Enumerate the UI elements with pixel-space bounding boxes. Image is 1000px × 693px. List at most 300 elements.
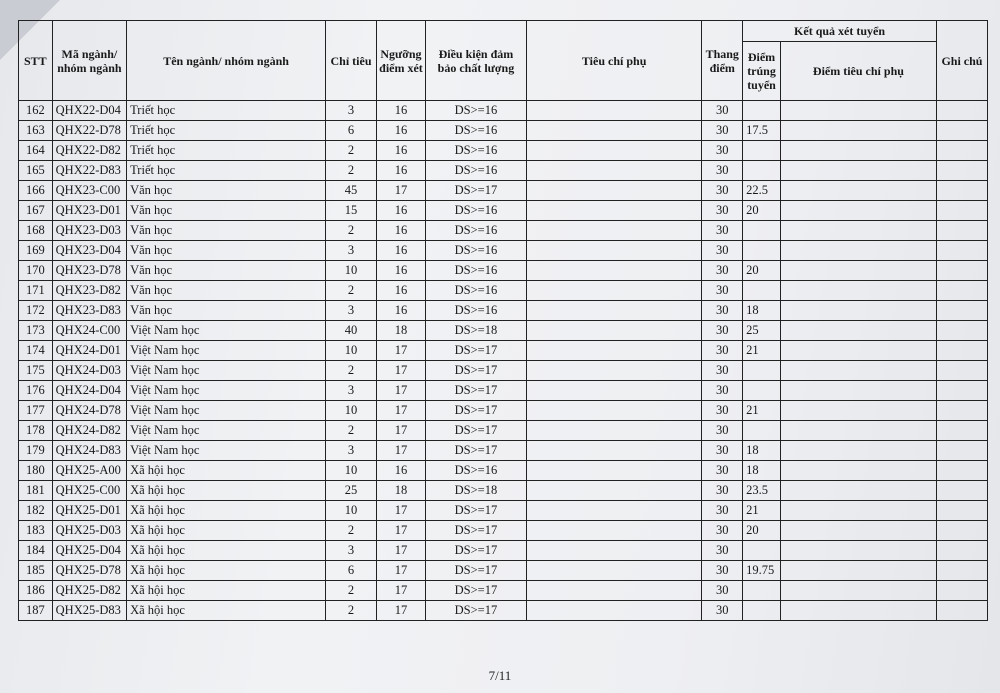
cell-scale: 30 xyxy=(702,301,743,321)
cell-note xyxy=(936,561,987,581)
cell-quota: 2 xyxy=(326,161,377,181)
cell-name: Việt Nam học xyxy=(127,421,326,441)
cell-sub-criteria-score xyxy=(780,201,936,221)
cell-threshold: 17 xyxy=(377,361,426,381)
cell-code: QHX24-D03 xyxy=(52,361,126,381)
cell-scale: 30 xyxy=(702,201,743,221)
cell-threshold: 18 xyxy=(377,321,426,341)
cell-admission-score xyxy=(743,281,781,301)
cell-note xyxy=(936,461,987,481)
cell-code: QHX24-D04 xyxy=(52,381,126,401)
table-row xyxy=(19,221,988,241)
table-row xyxy=(19,121,988,141)
table-header xyxy=(19,21,988,101)
cell-name: Việt Nam học xyxy=(127,441,326,461)
cell-scale: 30 xyxy=(702,421,743,441)
cell-admission-score: 18 xyxy=(743,461,781,481)
cell-admission-score xyxy=(743,601,781,621)
cell-condition: DS>=16 xyxy=(425,281,526,301)
cell-sub-criteria xyxy=(526,221,701,241)
cell-admission-score: 21 xyxy=(743,401,781,421)
cell-admission-score: 21 xyxy=(743,341,781,361)
cell-scale: 30 xyxy=(702,581,743,601)
table-row xyxy=(19,181,988,201)
cell-code: QHX23-D03 xyxy=(52,221,126,241)
cell-name: Văn học xyxy=(127,301,326,321)
cell-threshold: 16 xyxy=(377,141,426,161)
cell-threshold: 16 xyxy=(377,201,426,221)
cell-note xyxy=(936,541,987,561)
cell-sub-criteria-score xyxy=(780,561,936,581)
cell-admission-score: 18 xyxy=(743,441,781,461)
header-quota: Chỉ tiêu xyxy=(326,21,377,101)
cell-sub-criteria-score xyxy=(780,121,936,141)
cell-code: QHX24-C00 xyxy=(52,321,126,341)
cell-stt: 173 xyxy=(19,321,53,341)
cell-stt: 184 xyxy=(19,541,53,561)
cell-admission-score: 25 xyxy=(743,321,781,341)
cell-stt: 170 xyxy=(19,261,53,281)
table-row xyxy=(19,201,988,221)
cell-condition: DS>=17 xyxy=(425,361,526,381)
cell-name: Xã hội học xyxy=(127,541,326,561)
cell-condition: DS>=17 xyxy=(425,421,526,441)
cell-code: QHX25-D01 xyxy=(52,501,126,521)
cell-sub-criteria-score xyxy=(780,361,936,381)
cell-scale: 30 xyxy=(702,101,743,121)
cell-stt: 172 xyxy=(19,301,53,321)
cell-threshold: 16 xyxy=(377,121,426,141)
cell-condition: DS>=17 xyxy=(425,381,526,401)
cell-code: QHX24-D78 xyxy=(52,401,126,421)
cell-condition: DS>=16 xyxy=(425,121,526,141)
cell-note xyxy=(936,501,987,521)
cell-threshold: 16 xyxy=(377,101,426,121)
cell-name: Văn học xyxy=(127,241,326,261)
cell-sub-criteria xyxy=(526,561,701,581)
cell-note xyxy=(936,301,987,321)
cell-scale: 30 xyxy=(702,361,743,381)
cell-quota: 25 xyxy=(326,481,377,501)
cell-quota: 10 xyxy=(326,261,377,281)
cell-threshold: 17 xyxy=(377,181,426,201)
cell-scale: 30 xyxy=(702,461,743,481)
cell-admission-score: 20 xyxy=(743,201,781,221)
cell-name: Việt Nam học xyxy=(127,321,326,341)
cell-stt: 162 xyxy=(19,101,53,121)
cell-quota: 2 xyxy=(326,281,377,301)
cell-quota: 2 xyxy=(326,421,377,441)
cell-sub-criteria-score xyxy=(780,281,936,301)
cell-sub-criteria xyxy=(526,501,701,521)
cell-note xyxy=(936,421,987,441)
cell-admission-score xyxy=(743,161,781,181)
cell-sub-criteria xyxy=(526,321,701,341)
cell-sub-criteria-score xyxy=(780,161,936,181)
cell-sub-criteria-score xyxy=(780,321,936,341)
header-result-group: Kết quả xét tuyển xyxy=(743,21,937,42)
cell-sub-criteria xyxy=(526,521,701,541)
cell-threshold: 16 xyxy=(377,461,426,481)
cell-stt: 186 xyxy=(19,581,53,601)
cell-quota: 3 xyxy=(326,241,377,261)
cell-sub-criteria xyxy=(526,181,701,201)
cell-sub-criteria-score xyxy=(780,401,936,421)
cell-sub-criteria xyxy=(526,401,701,421)
cell-quota: 3 xyxy=(326,541,377,561)
cell-admission-score: 19.75 xyxy=(743,561,781,581)
cell-sub-criteria-score xyxy=(780,441,936,461)
cell-sub-criteria xyxy=(526,481,701,501)
cell-stt: 187 xyxy=(19,601,53,621)
cell-threshold: 16 xyxy=(377,301,426,321)
cell-admission-score xyxy=(743,241,781,261)
cell-sub-criteria-score xyxy=(780,181,936,201)
cell-quota: 6 xyxy=(326,121,377,141)
cell-scale: 30 xyxy=(702,561,743,581)
cell-threshold: 16 xyxy=(377,241,426,261)
cell-stt: 175 xyxy=(19,361,53,381)
cell-code: QHX22-D82 xyxy=(52,141,126,161)
cell-note xyxy=(936,101,987,121)
cell-code: QHX25-D78 xyxy=(52,561,126,581)
cell-name: Triết học xyxy=(127,141,326,161)
cell-sub-criteria-score xyxy=(780,421,936,441)
cell-code: QHX22-D83 xyxy=(52,161,126,181)
cell-admission-score xyxy=(743,381,781,401)
cell-scale: 30 xyxy=(702,521,743,541)
cell-sub-criteria xyxy=(526,141,701,161)
cell-sub-criteria-score xyxy=(780,501,936,521)
cell-scale: 30 xyxy=(702,161,743,181)
table-row xyxy=(19,261,988,281)
cell-sub-criteria-score xyxy=(780,381,936,401)
cell-scale: 30 xyxy=(702,541,743,561)
cell-admission-score xyxy=(743,421,781,441)
cell-code: QHX25-C00 xyxy=(52,481,126,501)
header-scale: Thang điểm xyxy=(702,21,743,101)
cell-sub-criteria-score xyxy=(780,241,936,261)
cell-sub-criteria xyxy=(526,341,701,361)
cell-code: QHX22-D78 xyxy=(52,121,126,141)
cell-quota: 40 xyxy=(326,321,377,341)
cell-admission-score: 22.5 xyxy=(743,181,781,201)
cell-scale: 30 xyxy=(702,381,743,401)
cell-sub-criteria xyxy=(526,301,701,321)
table-row xyxy=(19,421,988,441)
table-row xyxy=(19,441,988,461)
cell-condition: DS>=17 xyxy=(425,501,526,521)
cell-condition: DS>=16 xyxy=(425,461,526,481)
cell-code: QHX24-D82 xyxy=(52,421,126,441)
cell-code: QHX25-D82 xyxy=(52,581,126,601)
table-row xyxy=(19,241,988,261)
cell-scale: 30 xyxy=(702,441,743,461)
cell-quota: 6 xyxy=(326,561,377,581)
cell-sub-criteria-score xyxy=(780,481,936,501)
cell-code: QHX25-D04 xyxy=(52,541,126,561)
cell-condition: DS>=18 xyxy=(425,481,526,501)
cell-quota: 2 xyxy=(326,141,377,161)
header-name: Tên ngành/ nhóm ngành xyxy=(127,21,326,101)
cell-code: QHX25-D03 xyxy=(52,521,126,541)
cell-admission-score: 21 xyxy=(743,501,781,521)
cell-sub-criteria-score xyxy=(780,601,936,621)
cell-sub-criteria-score xyxy=(780,541,936,561)
cell-quota: 2 xyxy=(326,221,377,241)
table-row xyxy=(19,501,988,521)
cell-sub-criteria-score xyxy=(780,221,936,241)
cell-quota: 3 xyxy=(326,441,377,461)
cell-sub-criteria xyxy=(526,281,701,301)
cell-quota: 45 xyxy=(326,181,377,201)
cell-quota: 2 xyxy=(326,601,377,621)
document-sheet xyxy=(14,18,998,693)
cell-code: QHX25-A00 xyxy=(52,461,126,481)
cell-note xyxy=(936,201,987,221)
cell-code: QHX24-D01 xyxy=(52,341,126,361)
cell-stt: 179 xyxy=(19,441,53,461)
admission-results-table xyxy=(18,20,988,621)
cell-condition: DS>=16 xyxy=(425,241,526,261)
cell-note xyxy=(936,441,987,461)
table-row xyxy=(19,281,988,301)
table-row xyxy=(19,141,988,161)
header-admission-score: Điểm trúng tuyển xyxy=(743,42,781,101)
cell-condition: DS>=16 xyxy=(425,201,526,221)
cell-threshold: 17 xyxy=(377,541,426,561)
cell-sub-criteria-score xyxy=(780,581,936,601)
cell-condition: DS>=17 xyxy=(425,601,526,621)
cell-scale: 30 xyxy=(702,401,743,421)
cell-stt: 180 xyxy=(19,461,53,481)
cell-note xyxy=(936,241,987,261)
cell-condition: DS>=16 xyxy=(425,221,526,241)
cell-note xyxy=(936,481,987,501)
cell-threshold: 17 xyxy=(377,381,426,401)
cell-admission-score xyxy=(743,581,781,601)
cell-sub-criteria xyxy=(526,241,701,261)
table-row xyxy=(19,301,988,321)
cell-sub-criteria-score xyxy=(780,521,936,541)
cell-condition: DS>=16 xyxy=(425,261,526,281)
cell-sub-criteria xyxy=(526,461,701,481)
cell-admission-score: 18 xyxy=(743,301,781,321)
cell-condition: DS>=17 xyxy=(425,181,526,201)
cell-sub-criteria xyxy=(526,581,701,601)
header-condition: Điều kiện đảm bảo chất lượng xyxy=(425,21,526,101)
cell-note xyxy=(936,121,987,141)
cell-note xyxy=(936,221,987,241)
cell-stt: 168 xyxy=(19,221,53,241)
cell-condition: DS>=17 xyxy=(425,341,526,361)
cell-code: QHX25-D83 xyxy=(52,601,126,621)
cell-note xyxy=(936,361,987,381)
cell-quota: 15 xyxy=(326,201,377,221)
cell-sub-criteria-score xyxy=(780,341,936,361)
cell-condition: DS>=16 xyxy=(425,141,526,161)
cell-sub-criteria xyxy=(526,201,701,221)
cell-name: Xã hội học xyxy=(127,461,326,481)
cell-name: Xã hội học xyxy=(127,581,326,601)
cell-name: Xã hội học xyxy=(127,501,326,521)
cell-scale: 30 xyxy=(702,241,743,261)
table-row xyxy=(19,161,988,181)
cell-sub-criteria xyxy=(526,541,701,561)
cell-name: Việt Nam học xyxy=(127,341,326,361)
cell-condition: DS>=17 xyxy=(425,441,526,461)
cell-scale: 30 xyxy=(702,181,743,201)
cell-scale: 30 xyxy=(702,141,743,161)
header-code: Mã ngành/ nhóm ngành xyxy=(52,21,126,101)
cell-condition: DS>=16 xyxy=(425,161,526,181)
cell-code: QHX23-D04 xyxy=(52,241,126,261)
cell-stt: 163 xyxy=(19,121,53,141)
cell-note xyxy=(936,181,987,201)
cell-note xyxy=(936,261,987,281)
cell-note xyxy=(936,521,987,541)
table-row xyxy=(19,541,988,561)
cell-threshold: 17 xyxy=(377,521,426,541)
cell-name: Xã hội học xyxy=(127,481,326,501)
cell-scale: 30 xyxy=(702,341,743,361)
cell-quota: 10 xyxy=(326,461,377,481)
cell-stt: 182 xyxy=(19,501,53,521)
cell-condition: DS>=16 xyxy=(425,301,526,321)
header-sub-criteria: Tiêu chí phụ xyxy=(526,21,701,101)
cell-code: QHX23-D83 xyxy=(52,301,126,321)
cell-name: Văn học xyxy=(127,261,326,281)
cell-stt: 165 xyxy=(19,161,53,181)
cell-sub-criteria xyxy=(526,601,701,621)
cell-name: Xã hội học xyxy=(127,561,326,581)
cell-stt: 164 xyxy=(19,141,53,161)
cell-admission-score xyxy=(743,221,781,241)
cell-note xyxy=(936,381,987,401)
cell-stt: 176 xyxy=(19,381,53,401)
cell-threshold: 17 xyxy=(377,501,426,521)
cell-threshold: 17 xyxy=(377,601,426,621)
cell-condition: DS>=17 xyxy=(425,581,526,601)
cell-name: Triết học xyxy=(127,121,326,141)
cell-threshold: 17 xyxy=(377,581,426,601)
cell-code: QHX23-D82 xyxy=(52,281,126,301)
cell-threshold: 16 xyxy=(377,281,426,301)
cell-sub-criteria-score xyxy=(780,141,936,161)
cell-sub-criteria-score xyxy=(780,301,936,321)
cell-name: Việt Nam học xyxy=(127,401,326,421)
cell-condition: DS>=17 xyxy=(425,401,526,421)
header-note: Ghi chú xyxy=(936,21,987,101)
cell-sub-criteria xyxy=(526,101,701,121)
cell-threshold: 16 xyxy=(377,161,426,181)
table-row xyxy=(19,561,988,581)
cell-admission-score xyxy=(743,141,781,161)
table-row xyxy=(19,581,988,601)
cell-sub-criteria xyxy=(526,161,701,181)
cell-name: Việt Nam học xyxy=(127,381,326,401)
cell-sub-criteria xyxy=(526,121,701,141)
cell-scale: 30 xyxy=(702,601,743,621)
cell-note xyxy=(936,141,987,161)
cell-threshold: 17 xyxy=(377,401,426,421)
cell-quota: 3 xyxy=(326,101,377,121)
cell-note xyxy=(936,401,987,421)
cell-scale: 30 xyxy=(702,321,743,341)
cell-scale: 30 xyxy=(702,501,743,521)
cell-name: Triết học xyxy=(127,101,326,121)
cell-stt: 181 xyxy=(19,481,53,501)
cell-sub-criteria-score xyxy=(780,461,936,481)
cell-threshold: 17 xyxy=(377,561,426,581)
cell-quota: 2 xyxy=(326,581,377,601)
cell-name: Văn học xyxy=(127,201,326,221)
cell-sub-criteria-score xyxy=(780,261,936,281)
table-row xyxy=(19,401,988,421)
cell-name: Xã hội học xyxy=(127,601,326,621)
cell-quota: 3 xyxy=(326,301,377,321)
cell-admission-score xyxy=(743,361,781,381)
cell-note xyxy=(936,281,987,301)
cell-quota: 10 xyxy=(326,501,377,521)
page-number: 7/11 xyxy=(488,668,512,683)
header-sub-criteria-score: Điểm tiêu chí phụ xyxy=(780,42,936,101)
cell-threshold: 17 xyxy=(377,341,426,361)
cell-stt: 174 xyxy=(19,341,53,361)
cell-admission-score: 20 xyxy=(743,261,781,281)
cell-name: Văn học xyxy=(127,221,326,241)
cell-threshold: 16 xyxy=(377,221,426,241)
cell-scale: 30 xyxy=(702,121,743,141)
cell-note xyxy=(936,161,987,181)
cell-threshold: 17 xyxy=(377,421,426,441)
cell-note xyxy=(936,601,987,621)
cell-condition: DS>=17 xyxy=(425,521,526,541)
cell-sub-criteria xyxy=(526,441,701,461)
cell-quota: 3 xyxy=(326,381,377,401)
header-stt: STT xyxy=(19,21,53,101)
cell-stt: 166 xyxy=(19,181,53,201)
cell-scale: 30 xyxy=(702,281,743,301)
cell-admission-score: 23.5 xyxy=(743,481,781,501)
table-body xyxy=(19,101,988,621)
cell-condition: DS>=18 xyxy=(425,321,526,341)
cell-stt: 177 xyxy=(19,401,53,421)
cell-scale: 30 xyxy=(702,221,743,241)
cell-code: QHX23-D78 xyxy=(52,261,126,281)
cell-sub-criteria xyxy=(526,381,701,401)
cell-threshold: 17 xyxy=(377,441,426,461)
cell-quota: 2 xyxy=(326,521,377,541)
cell-admission-score xyxy=(743,541,781,561)
cell-admission-score: 20 xyxy=(743,521,781,541)
cell-stt: 171 xyxy=(19,281,53,301)
cell-quota: 10 xyxy=(326,401,377,421)
cell-admission-score: 17.5 xyxy=(743,121,781,141)
table-row xyxy=(19,601,988,621)
table-row xyxy=(19,381,988,401)
cell-sub-criteria xyxy=(526,261,701,281)
table-row xyxy=(19,521,988,541)
table-row xyxy=(19,101,988,121)
cell-admission-score xyxy=(743,101,781,121)
cell-sub-criteria xyxy=(526,421,701,441)
cell-name: Triết học xyxy=(127,161,326,181)
cell-code: QHX22-D04 xyxy=(52,101,126,121)
cell-name: Việt Nam học xyxy=(127,361,326,381)
cell-stt: 183 xyxy=(19,521,53,541)
cell-stt: 178 xyxy=(19,421,53,441)
